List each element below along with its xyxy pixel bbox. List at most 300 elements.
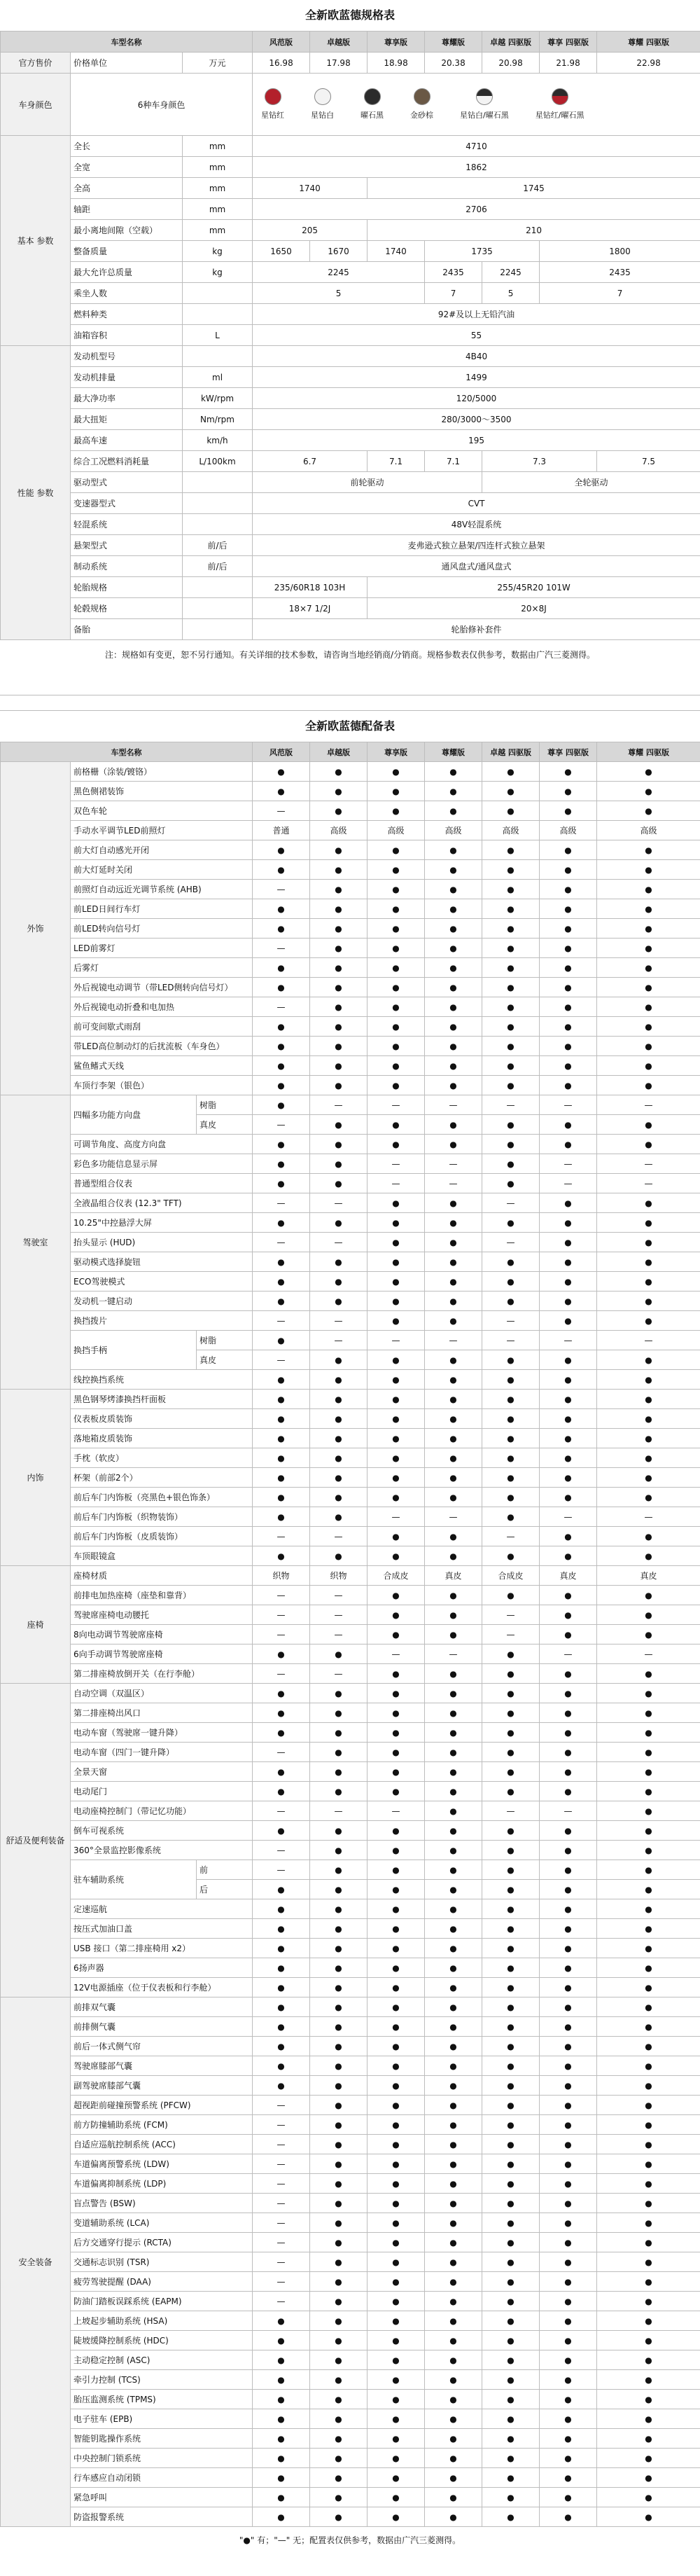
spec-unit: kg [183, 241, 253, 262]
config-value: ● [597, 2135, 700, 2154]
config-value: 高级 [482, 821, 540, 840]
spec-value: 7.3 [482, 451, 597, 472]
config-value: ● [368, 1782, 425, 1801]
spec-value: 全轮驱动 [482, 472, 700, 493]
config-value: ● [597, 1468, 700, 1488]
config-row [1, 2409, 700, 2429]
config-value: ● [368, 1350, 425, 1370]
config-value: ● [253, 1919, 310, 1939]
config-feature: 电动车窗（四门一键升降） [71, 1743, 253, 1762]
config-value: ● [597, 1311, 700, 1331]
config-value: ● [540, 1743, 597, 1762]
config-value: ● [425, 2370, 482, 2390]
config-row [1, 2154, 700, 2174]
perf-row [1, 493, 700, 514]
config-value: — [310, 1801, 368, 1821]
config-value: ● [368, 2115, 425, 2135]
config-feature: 中央控制门锁系统 [71, 2449, 253, 2468]
config-value: ● [482, 801, 540, 821]
spec-unit: 前/后 [183, 556, 253, 577]
config-value: — [253, 939, 310, 958]
config-value: ● [540, 899, 597, 919]
config-row [1, 1174, 700, 1193]
config-value: — [482, 1801, 540, 1821]
config-value: ● [368, 1723, 425, 1743]
config-value: ● [597, 1409, 700, 1429]
perf-row [1, 472, 700, 493]
config-row [1, 1233, 700, 1252]
config-value: ● [253, 1703, 310, 1723]
config-value: 真皮 [540, 1566, 597, 1586]
config-feature: 驻车辅助系统 [71, 1860, 197, 1899]
config-value: ● [310, 2331, 368, 2350]
config-value: ● [253, 2409, 310, 2429]
config-value: ● [253, 1468, 310, 1488]
config-value: ● [368, 1527, 425, 1546]
config-value: ● [253, 958, 310, 978]
config-value: ● [368, 1076, 425, 1095]
config-value: ● [597, 1056, 700, 1076]
config-value: — [310, 1233, 368, 1252]
config-value: ● [540, 1429, 597, 1448]
config-row [1, 1193, 700, 1213]
config-header-cell: 尊享 四驱版 [540, 742, 597, 762]
config-value: ● [540, 2174, 597, 2194]
config-value: — [368, 1095, 425, 1115]
config-value: ● [597, 1978, 700, 1997]
config-feature: 前大灯延时关闭 [71, 860, 253, 880]
config-value: ● [540, 1076, 597, 1095]
config-value: ● [368, 2311, 425, 2331]
config-value: ● [425, 2507, 482, 2527]
config-value: ● [540, 1390, 597, 1409]
config-category: 驾驶室 [1, 1095, 71, 1390]
config-value: 真皮 [425, 1566, 482, 1586]
config-row [1, 1841, 700, 1860]
config-feature: 带LED高位制动灯的后扰流板（车身色） [71, 1037, 253, 1056]
config-value: — [482, 1527, 540, 1546]
config-value: ● [482, 840, 540, 860]
config-feature: 前排电加热座椅（座垫和靠背） [71, 1586, 253, 1605]
config-value: ● [597, 1370, 700, 1390]
config-feature: 前LED日间行车灯 [71, 899, 253, 919]
config-value: ● [482, 1252, 540, 1272]
config-value: ● [310, 1272, 368, 1292]
config-value: ● [540, 1037, 597, 1056]
config-value: ● [425, 1272, 482, 1292]
config-value: ● [540, 1860, 597, 1880]
config-row [1, 1821, 700, 1841]
config-value: ● [540, 2449, 597, 2468]
config-value: — [540, 1154, 597, 1174]
config-value: ● [482, 2488, 540, 2507]
spec-title: 全新欧蓝德规格表 [0, 0, 700, 31]
config-value: — [482, 1331, 540, 1350]
config-value: — [310, 1311, 368, 1331]
spec-label: 轮毂规格 [71, 598, 183, 619]
config-value: ● [482, 2037, 540, 2056]
config-value: ● [425, 2174, 482, 2194]
config-value: — [425, 1331, 482, 1350]
config-feature: 四幅多功能方向盘 [71, 1095, 197, 1135]
config-value: ● [540, 978, 597, 997]
config-value: ● [425, 1056, 482, 1076]
price-value: 18.98 [368, 53, 425, 74]
config-value: ● [253, 1684, 310, 1703]
config-row [1, 2468, 700, 2488]
config-feature: 全液晶组合仪表 (12.3" TFT) [71, 1193, 253, 1213]
config-value: — [253, 1605, 310, 1625]
spec-value: 7 [425, 283, 482, 304]
config-value: ● [310, 2272, 368, 2292]
config-value: ● [482, 919, 540, 939]
config-row [1, 1154, 700, 1174]
basic-row [1, 136, 700, 157]
config-value: ● [368, 1664, 425, 1684]
config-value: ● [368, 1821, 425, 1841]
config-feature: 6向手动调节驾驶席座椅 [71, 1644, 253, 1664]
config-value: ● [253, 1880, 310, 1899]
perf-group: 性能 参数 [1, 346, 71, 640]
spec-value: 2435 [540, 262, 700, 283]
config-value: ● [368, 2488, 425, 2507]
config-value: ● [253, 1252, 310, 1272]
config-value: ● [253, 782, 310, 801]
config-row [1, 1213, 700, 1233]
spec-table [0, 31, 700, 640]
config-value: ● [540, 2292, 597, 2311]
config-value: 普通 [253, 821, 310, 840]
config-value: ● [425, 1605, 482, 1625]
spec-value: 120/5000 [253, 388, 700, 409]
config-value: — [540, 1644, 597, 1664]
spec-unit: 前/后 [183, 535, 253, 556]
config-feature: 手枕（软皮） [71, 1448, 253, 1468]
config-value: ● [482, 1782, 540, 1801]
config-value: ● [482, 1586, 540, 1605]
spec-label: 轮胎规格 [71, 577, 183, 598]
config-value: ● [253, 1488, 310, 1507]
config-value: ● [482, 2194, 540, 2213]
color-name: 星钻白/曜石黑 [460, 109, 509, 120]
spec-header-cell: 卓越 四驱版 [482, 32, 540, 53]
config-subfeature: 树脂 [197, 1331, 253, 1350]
config-feature: 第二排座椅放倒开关（在行李舱） [71, 1664, 253, 1684]
spec-value: 20×8J [368, 598, 700, 619]
config-feature: 电动车窗（驾驶席一键升降） [71, 1723, 253, 1743]
config-value: ● [597, 1448, 700, 1468]
config-value: ● [253, 1644, 310, 1664]
color-dot [364, 88, 381, 105]
config-row [1, 1644, 700, 1664]
config-value: ● [310, 2174, 368, 2194]
config-value: ● [540, 1056, 597, 1076]
config-value: ● [597, 1899, 700, 1919]
color-group: 车身颜色 [1, 74, 71, 136]
config-value: ● [310, 1919, 368, 1939]
config-value: ● [310, 1644, 368, 1664]
config-value: ● [310, 782, 368, 801]
config-value: ● [597, 1743, 700, 1762]
spec-value: 通风盘式/通风盘式 [253, 556, 700, 577]
spec-value: 1735 [425, 241, 540, 262]
spec-unit [183, 598, 253, 619]
config-value: ● [597, 1919, 700, 1939]
config-value: ● [425, 2252, 482, 2272]
config-feature: 发动机一键启动 [71, 1292, 253, 1311]
config-value: ● [540, 1841, 597, 1860]
spec-value: 4710 [253, 136, 700, 157]
config-feature: 外后视镜电动折叠和电加热 [71, 997, 253, 1017]
config-value: ● [540, 2409, 597, 2429]
config-value: ● [368, 997, 425, 1017]
config-row [1, 2252, 700, 2272]
spec-value: 1740 [368, 241, 425, 262]
config-value: ● [540, 2468, 597, 2488]
config-value: ● [597, 1703, 700, 1723]
config-row [1, 1899, 700, 1919]
config-feature: 驾驶席膝部气囊 [71, 2056, 253, 2076]
color-row [1, 74, 700, 136]
config-row [1, 2056, 700, 2076]
config-value: ● [425, 2154, 482, 2174]
config-value: ● [482, 1390, 540, 1409]
config-value: ● [425, 899, 482, 919]
config-value: ● [368, 2154, 425, 2174]
config-feature: 胎压监测系统 (TPMS) [71, 2390, 253, 2409]
config-row [1, 2350, 700, 2370]
config-value: ● [310, 1958, 368, 1978]
config-value: ● [597, 1997, 700, 2017]
config-value: — [253, 1625, 310, 1644]
config-value: ● [310, 1684, 368, 1703]
config-value: ● [253, 899, 310, 919]
perf-row [1, 409, 700, 430]
config-subfeature: 树脂 [197, 1095, 253, 1115]
config-value: — [253, 880, 310, 899]
spec-value: 麦弗逊式独立悬架/四连杆式独立悬架 [253, 535, 700, 556]
perf-row [1, 388, 700, 409]
config-value: ● [597, 1546, 700, 1566]
config-value: ● [482, 2154, 540, 2174]
config-value: ● [482, 1899, 540, 1919]
config-row [1, 1292, 700, 1311]
config-row [1, 2429, 700, 2449]
config-value: ● [425, 1233, 482, 1252]
config-value: ● [425, 880, 482, 899]
config-value: ● [368, 1625, 425, 1644]
config-value: ● [368, 1115, 425, 1135]
spec-label: 乘坐人数 [71, 283, 183, 304]
config-value: ● [368, 1056, 425, 1076]
spec-unit [183, 619, 253, 640]
config-value: — [368, 1507, 425, 1527]
config-feature: 盲点警告 (BSW) [71, 2194, 253, 2213]
config-title: 全新欧蓝德配备表 [0, 711, 700, 742]
config-value: ● [482, 2213, 540, 2233]
config-value: ● [482, 1821, 540, 1841]
basic-row [1, 262, 700, 283]
config-value: ● [310, 2429, 368, 2449]
config-feature: 前照灯自动远近光调节系统 (AHB) [71, 880, 253, 899]
config-value: ● [368, 1880, 425, 1899]
perf-row [1, 598, 700, 619]
spec-label: 备胎 [71, 619, 183, 640]
basic-row [1, 220, 700, 241]
config-value: ● [597, 997, 700, 1017]
config-value: ● [482, 2350, 540, 2370]
spec-label: 轻混系统 [71, 514, 183, 535]
spec-label: 最小离地间隙（空载） [71, 220, 183, 241]
spec-label: 驱动型式 [71, 472, 183, 493]
config-value: — [253, 1664, 310, 1684]
config-row [1, 1017, 700, 1037]
config-value: — [253, 1311, 310, 1331]
config-value: ● [540, 1997, 597, 2017]
spec-label: 最大允许总质量 [71, 262, 183, 283]
config-value: ● [253, 2468, 310, 2488]
config-value: — [310, 1605, 368, 1625]
config-value: ● [540, 2370, 597, 2390]
config-row [1, 1507, 700, 1527]
config-value: ● [425, 1997, 482, 2017]
config-feature: 360°全景监控影像系统 [71, 1841, 253, 1860]
config-feature: 12V电源插座（位于仪表板和行李舱） [71, 1978, 253, 1997]
config-value: ● [597, 1252, 700, 1272]
config-value: ● [482, 1350, 540, 1370]
config-value: — [482, 1193, 540, 1213]
config-value: ● [540, 2331, 597, 2350]
config-row [1, 2096, 700, 2115]
config-value: ● [425, 1860, 482, 1880]
spec-label: 悬架型式 [71, 535, 183, 556]
config-value: ● [597, 1350, 700, 1370]
config-row [1, 978, 700, 997]
config-value: ● [482, 1154, 540, 1174]
config-value: ● [253, 1507, 310, 1527]
config-value: ● [310, 1723, 368, 1743]
config-value: ● [425, 1880, 482, 1899]
config-value: ● [482, 2370, 540, 2390]
config-value: ● [253, 2488, 310, 2507]
config-value: ● [597, 2292, 700, 2311]
config-value: ● [253, 1174, 310, 1193]
config-value: ● [482, 2017, 540, 2037]
config-row [1, 1056, 700, 1076]
spec-value: 18×7 1/2J [253, 598, 368, 619]
config-value: ● [253, 1978, 310, 1997]
spec-unit [183, 346, 253, 367]
config-value: ● [425, 1743, 482, 1762]
config-feature: 换挡拨片 [71, 1311, 253, 1331]
config-value: ● [368, 1448, 425, 1468]
config-value: — [368, 1174, 425, 1193]
color-name: 金砂棕 [410, 109, 433, 120]
spec-value: 轮胎修补套件 [253, 619, 700, 640]
config-value: ● [482, 2233, 540, 2252]
config-value: ● [368, 1997, 425, 2017]
config-value: ● [253, 2037, 310, 2056]
config-value: — [482, 1095, 540, 1115]
config-value: ● [540, 1899, 597, 1919]
config-row [1, 1370, 700, 1390]
config-value: ● [368, 1468, 425, 1488]
config-value: ● [482, 2174, 540, 2194]
config-value: ● [425, 2115, 482, 2135]
perf-row [1, 556, 700, 577]
config-value: ● [253, 1723, 310, 1743]
config-value: ● [540, 1703, 597, 1723]
config-value: ● [310, 1762, 368, 1782]
spec-value: 280/3000～3500 [253, 409, 700, 430]
config-value: ● [253, 1429, 310, 1448]
config-value: ● [310, 1997, 368, 2017]
config-value: ● [482, 2449, 540, 2468]
config-value: ● [482, 1880, 540, 1899]
config-value: ● [253, 1997, 310, 2017]
config-value: ● [310, 958, 368, 978]
config-value: ● [597, 2449, 700, 2468]
spec-value: 7 [540, 283, 700, 304]
config-value: ● [597, 1233, 700, 1252]
spec-label: 全长 [71, 136, 183, 157]
config-value: ● [253, 2311, 310, 2331]
config-value: ● [597, 919, 700, 939]
config-value: ● [368, 2017, 425, 2037]
config-value: ● [597, 1292, 700, 1311]
config-value: ● [368, 1135, 425, 1154]
config-value: ● [368, 1409, 425, 1429]
config-value: ● [310, 1448, 368, 1468]
config-value: — [253, 2233, 310, 2252]
config-feature: 电子驻车 (EPB) [71, 2409, 253, 2429]
config-value: — [253, 1527, 310, 1546]
config-value: ● [253, 840, 310, 860]
config-value: ● [310, 2017, 368, 2037]
config-value: ● [253, 2076, 310, 2096]
config-value: ● [425, 1821, 482, 1841]
config-value: ● [540, 1684, 597, 1703]
config-feature: 车顶行李架（银色） [71, 1076, 253, 1095]
color-swatch [460, 88, 509, 120]
config-value: ● [597, 1076, 700, 1095]
price-value: 21.98 [540, 53, 597, 74]
config-value: 高级 [310, 821, 368, 840]
config-row [1, 1448, 700, 1468]
config-value: ● [368, 860, 425, 880]
config-value: ● [482, 2115, 540, 2135]
config-value: ● [482, 880, 540, 899]
config-value: — [253, 1743, 310, 1762]
config-value: ● [425, 1037, 482, 1056]
config-value: ● [368, 2409, 425, 2429]
config-row [1, 880, 700, 899]
color-dot [552, 88, 568, 105]
config-value: ● [425, 2429, 482, 2449]
config-value: ● [368, 801, 425, 821]
spec-unit [183, 283, 253, 304]
config-header-cell: 尊享版 [368, 742, 425, 762]
config-row [1, 1135, 700, 1154]
config-value: — [253, 2213, 310, 2233]
config-value: ● [368, 880, 425, 899]
config-value: ● [540, 2056, 597, 2076]
config-row [1, 1527, 700, 1546]
config-value: ● [482, 939, 540, 958]
config-category: 外饰 [1, 762, 71, 1095]
config-value: ● [253, 2449, 310, 2468]
config-value: ● [253, 1782, 310, 1801]
